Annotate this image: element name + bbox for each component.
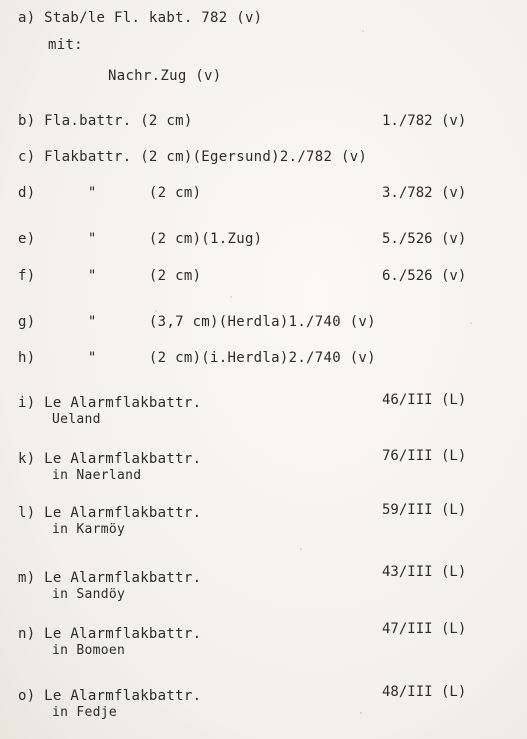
row-b: b) Fla.battr. (2 cm) bbox=[18, 113, 193, 129]
row-n-unit: 47/III (L) bbox=[382, 621, 467, 637]
row-l-unit: 59/III (L) bbox=[382, 502, 467, 518]
row-n: n) Le Alarmflakbattr. bbox=[18, 626, 202, 642]
row-n-place: in Bomoen bbox=[52, 643, 126, 658]
row-l-place: in Karmöy bbox=[52, 522, 126, 537]
row-i: i) Le Alarmflakbattr. bbox=[18, 395, 202, 411]
row-o: o) Le Alarmflakbattr. bbox=[18, 688, 202, 704]
row-a: a) Stab/le Fl. kabt. 782 (v) bbox=[18, 10, 263, 26]
row-d: d) " (2 cm) bbox=[18, 185, 202, 201]
row-g: g) " (3,7 cm)(Herdla)1./740 (v) bbox=[18, 314, 376, 330]
row-l: l) Le Alarmflakbattr. bbox=[18, 505, 202, 521]
row-m: m) Le Alarmflakbattr. bbox=[18, 570, 202, 586]
row-d-unit: 3./782 (v) bbox=[382, 185, 467, 201]
paper-speck bbox=[300, 548, 302, 550]
paper-speck bbox=[360, 712, 362, 714]
row-o-unit: 48/III (L) bbox=[382, 684, 467, 700]
row-m-place: in Sandöy bbox=[52, 587, 126, 602]
row-h: h) " (2 cm)(i.Herdla)2./740 (v) bbox=[18, 350, 376, 366]
row-f: f) " (2 cm) bbox=[18, 268, 202, 284]
row-c: c) Flakbattr. (2 cm)(Egersund)2./782 (v) bbox=[18, 149, 368, 165]
row-b-unit: 1./782 (v) bbox=[382, 113, 467, 129]
row-a-mit: mit: bbox=[48, 37, 83, 53]
row-o-place: in Fedje bbox=[52, 705, 118, 720]
row-e: e) " (2 cm)(1.Zug) bbox=[18, 231, 263, 247]
paper-speck bbox=[362, 30, 364, 32]
row-k-place: in Naerland bbox=[52, 468, 142, 483]
row-i-place: Ueland bbox=[52, 412, 101, 427]
row-k: k) Le Alarmflakbattr. bbox=[18, 451, 202, 467]
paper-speck bbox=[470, 322, 472, 324]
row-a-nachr: Nachr.Zug (v) bbox=[108, 68, 222, 84]
paper-speck bbox=[230, 296, 232, 298]
row-e-unit: 5./526 (v) bbox=[382, 231, 467, 247]
paper-speck bbox=[155, 310, 157, 312]
row-k-unit: 76/III (L) bbox=[382, 448, 467, 464]
row-m-unit: 43/III (L) bbox=[382, 564, 467, 580]
row-i-unit: 46/III (L) bbox=[382, 392, 467, 408]
row-f-unit: 6./526 (v) bbox=[382, 268, 467, 284]
